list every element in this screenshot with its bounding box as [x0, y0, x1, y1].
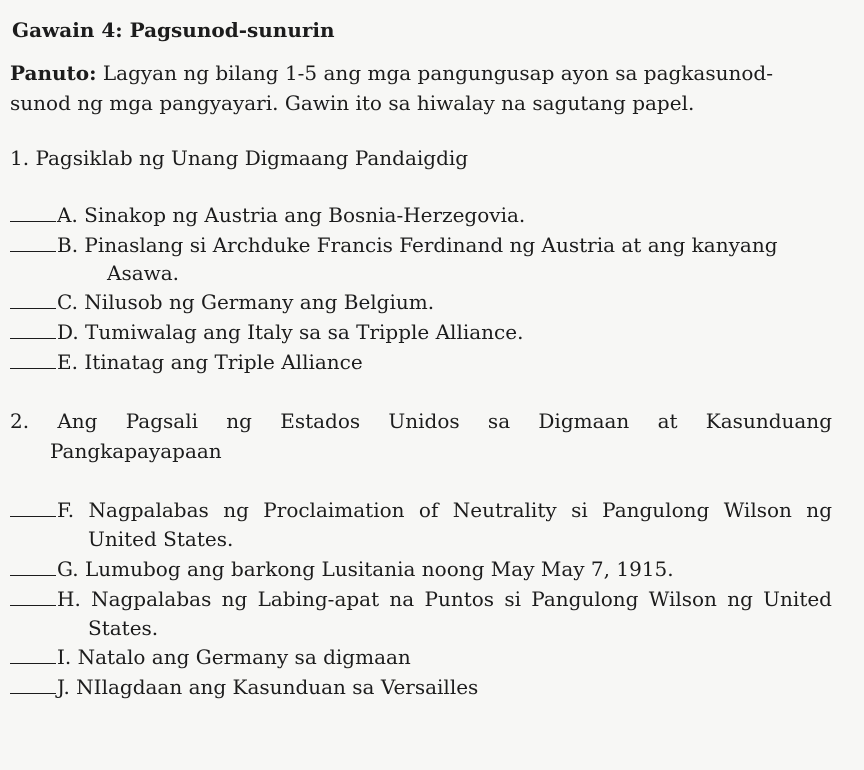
instructions-text: Lagyan ng bilang 1-5 ang mga pangungusap ayon sa pagkasunod-sunod ng mga pangyayari. Gawin ito sa hiwalay na sagutang papel.: [10, 61, 773, 115]
list-item-continuation: Asawa.: [107, 261, 180, 285]
list-item-continuation: States.: [88, 616, 159, 640]
section2-heading: 2. Ang Pagsali ng Estados Unidos sa Digmaan at Kasunduang: [10, 409, 832, 433]
section1-heading: 1. Pagsiklab ng Unang Digmaang Pandaigdig: [10, 146, 469, 170]
answer-blank[interactable]: [10, 318, 56, 339]
list-item: H. Nagpalabas ng Labing-apat na Puntos si Pangulong Wilson ng United: [10, 585, 832, 614]
answer-blank[interactable]: [10, 201, 56, 222]
list-item: G. Lumubog ang barkong Lusitania noong May May 7, 1915.: [10, 555, 832, 584]
answer-blank[interactable]: [10, 288, 56, 309]
section2-heading-continuation: Pangkapayapaan: [50, 439, 222, 463]
answer-blank[interactable]: [10, 555, 56, 576]
list-item: E. Itinatag ang Triple Alliance: [10, 348, 832, 377]
page-title: Gawain 4: Pagsunod-sunurin: [12, 18, 335, 42]
list-item: D. Tumiwalag ang Italy sa sa Tripple Alliance.: [10, 318, 832, 347]
instructions: [10, 58, 832, 118]
list-item-continuation: United States.: [88, 527, 234, 551]
list-item: F. Nagpalabas ng Proclaimation of Neutrality si Pangulong Wilson ng: [10, 496, 832, 525]
answer-blank[interactable]: [10, 643, 56, 664]
list-item: J. NIlagdaan ang Kasunduan sa Versailles: [10, 673, 832, 702]
answer-blank[interactable]: [10, 673, 56, 694]
answer-blank[interactable]: [10, 231, 56, 252]
list-item: B. Pinaslang si Archduke Francis Ferdinand ng Austria at ang kanyang: [10, 231, 832, 260]
list-item: I. Natalo ang Germany sa digmaan: [10, 643, 832, 672]
list-item: A. Sinakop ng Austria ang Bosnia-Herzegovia.: [10, 201, 832, 230]
answer-blank[interactable]: [10, 585, 56, 606]
answer-blank[interactable]: [10, 496, 56, 517]
instructions-label: Panuto:: [10, 61, 97, 85]
list-item: C. Nilusob ng Germany ang Belgium.: [10, 288, 832, 317]
answer-blank[interactable]: [10, 348, 56, 369]
